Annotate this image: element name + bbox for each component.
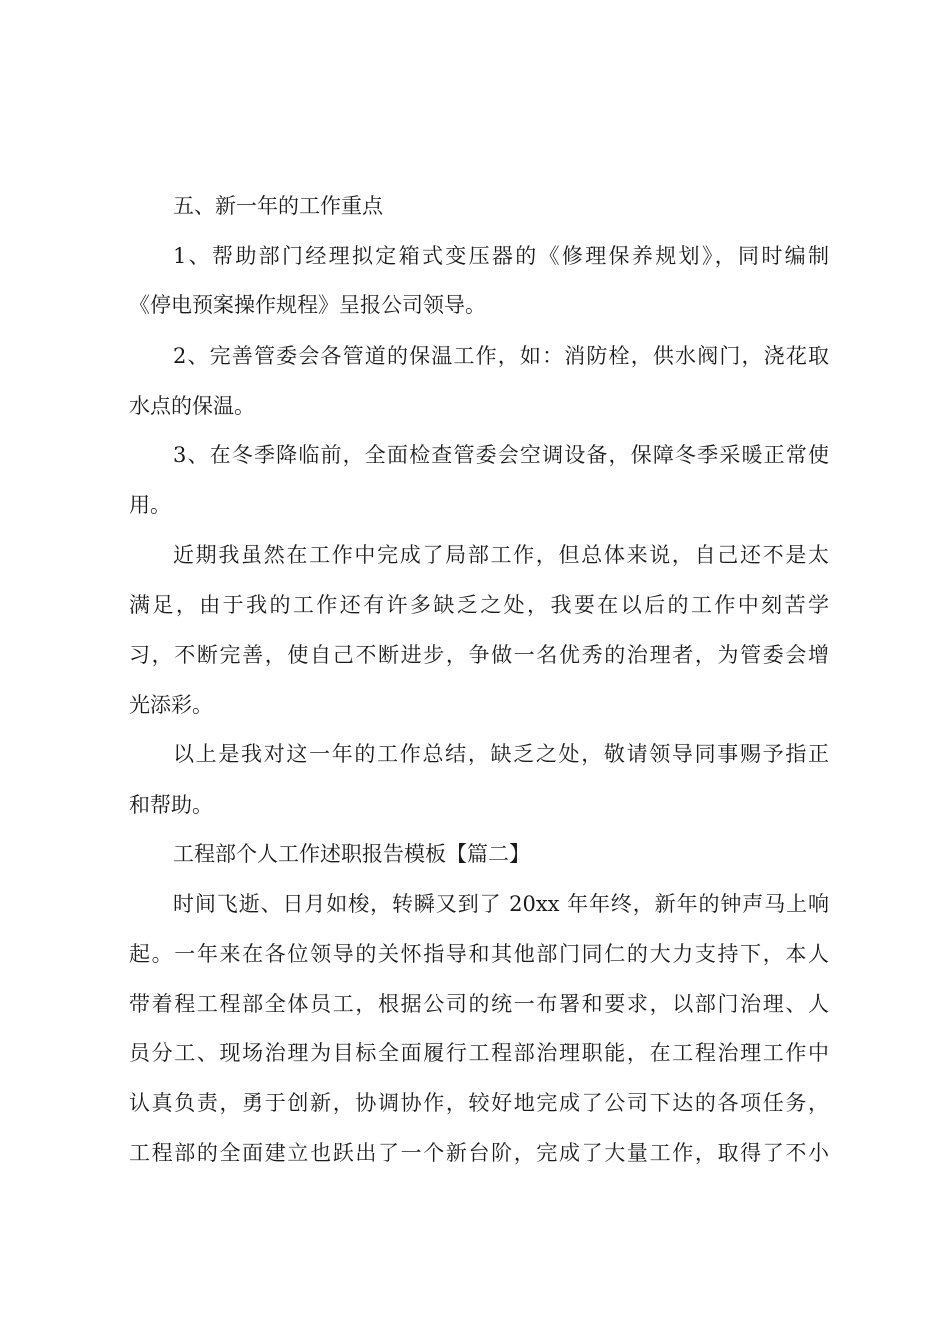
paragraph-line: 水点的保温。 (129, 394, 255, 418)
paragraph-line: 习，不断完善，使自己不断进步，争做一名优秀的治理者，为管委会增 (129, 643, 829, 667)
paragraph-line: 员分工、现场治理为目标全面履行工程部治理职能，在工程治理工作中 (129, 1041, 829, 1065)
paragraph-line: 3、在冬季降临前，全面检查管委会空调设备，保障冬季采暖正常使 (173, 443, 829, 467)
paragraph-line: 时间飞逝、日月如梭，转瞬又到了 20xx 年年终，新年的钟声马上响 (173, 892, 829, 916)
paragraph-line: 起。一年来在各位领导的关怀指导和其他部门同仁的大力支持下，本人 (129, 942, 829, 966)
paragraph-line: 《停电预案操作规程》呈报公司领导。 (129, 293, 486, 317)
paragraph-line: 以上是我对这一年的工作总结，缺乏之处，敬请领导同事赐予指正 (173, 742, 829, 766)
paragraph-line: 2、完善管委会各管道的保温工作，如：消防栓，供水阀门，浇花取 (173, 344, 829, 368)
paragraph-line: 认真负责，勇于创新，协调协作，较好地完成了公司下达的各项任务， (129, 1091, 829, 1115)
paragraph-line: 带着程工程部全体员工，根据公司的统一布署和要求，以部门治理、人 (129, 992, 829, 1016)
paragraph-line: 近期我虽然在工作中完成了局部工作，但总体来说，自己还不是太 (173, 543, 829, 567)
section-heading: 五、新一年的工作重点 (173, 194, 383, 218)
paragraph-line: 满足，由于我的工作还有许多缺乏之处，我要在以后的工作中刻苦学 (129, 593, 829, 617)
section-heading: 工程部个人工作述职报告模板【篇二】 (173, 842, 530, 866)
paragraph-line: 和帮助。 (129, 793, 213, 817)
paragraph-line: 1、帮助部门经理拟定箱式变压器的《修理保养规划》，同时编制 (173, 244, 829, 268)
paragraph-line: 工程部的全面建立也跃出了一个新台阶，完成了大量工作，取得了不小 (129, 1141, 829, 1165)
paragraph-line: 光添彩。 (129, 693, 213, 717)
paragraph-line: 用。 (129, 493, 171, 517)
